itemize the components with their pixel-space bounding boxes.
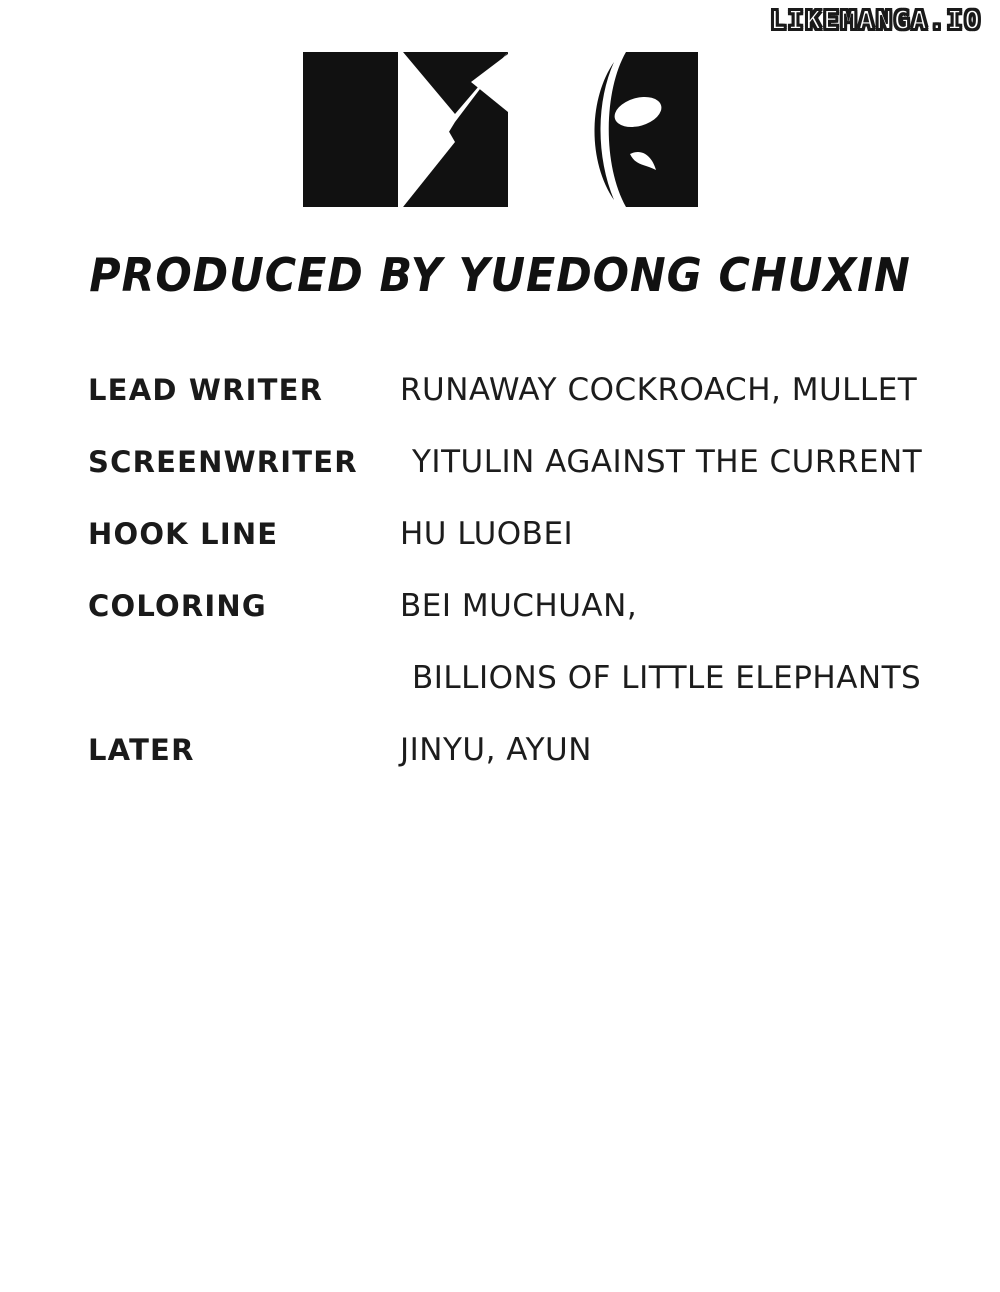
credit-role-label: LATER bbox=[88, 733, 195, 767]
credit-name-value: BILLIONS OF LITTLE ELEPHANTS bbox=[412, 660, 922, 696]
credit-row bbox=[88, 516, 928, 552]
credit-row bbox=[88, 588, 928, 624]
credit-role-label: COLORING bbox=[88, 589, 267, 623]
credit-row bbox=[88, 660, 928, 696]
page-title: PRODUCED BY YUEDONG CHUXIN bbox=[89, 248, 911, 302]
credit-name-value: JINYU, AYUN bbox=[400, 732, 592, 768]
credit-role-label: LEAD WRITER bbox=[88, 373, 324, 407]
credit-role-label: HOOK LINE bbox=[88, 517, 279, 551]
site-watermark: LIKEMANGA.IO bbox=[770, 6, 982, 36]
angular-m-logo-glyph-icon bbox=[303, 52, 508, 212]
credit-name-value: RUNAWAY COCKROACH, MULLET bbox=[400, 372, 918, 408]
crescent-eye-logo-glyph-icon bbox=[586, 52, 698, 212]
credit-row bbox=[88, 444, 928, 480]
credit-row bbox=[88, 732, 928, 768]
studio-logo bbox=[0, 52, 1000, 212]
credit-role-label: SCREENWRITER bbox=[88, 445, 358, 479]
credit-name-value: BEI MUCHUAN, bbox=[400, 588, 638, 624]
credit-name-value: HU LUOBEI bbox=[400, 516, 574, 552]
credits-list bbox=[88, 372, 928, 804]
credit-row bbox=[88, 372, 928, 408]
credit-name-value: YITULIN AGAINST THE CURRENT bbox=[412, 444, 923, 480]
